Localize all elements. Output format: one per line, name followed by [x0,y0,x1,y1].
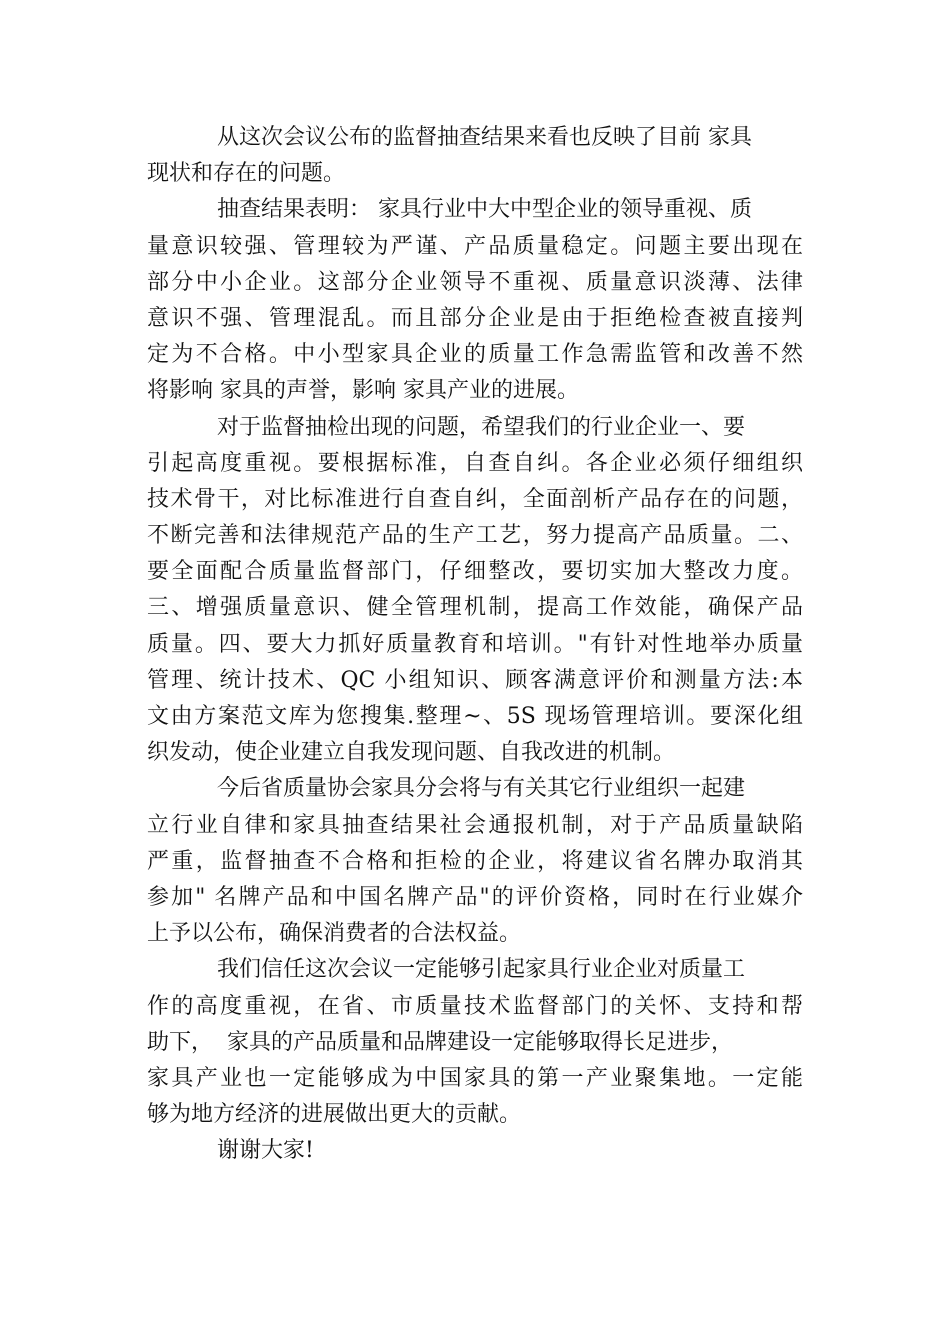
text-line: 管理、统计技术、QC 小组知识、顾客满意评价和测量方法:本 [147,667,803,693]
text-line: 现状和存在的问题。 [147,161,346,187]
text-line: 参加" 名牌产品和中国名牌产品"的评价资格，同时在行业媒介 [147,884,803,910]
text-line: 意识不强、管理混乱。而且部分企业是由于拒绝检查被直接判 [147,305,803,331]
text-line: 助下， 家具的产品质量和品牌建设一定能够取得长足进步， [147,1029,733,1055]
text-line: 上予以公布，确保消费者的合法权益。 [147,921,522,947]
text-line: 我们信任这次会议一定能够引起家具行业企业对质量工 [217,957,746,983]
text-line: 够为地方经济的进展做出更大的贡献。 [147,1102,522,1128]
document-page [147,120,803,1169]
text-line: 立行业自律和家具抽查结果社会通报机制，对于产品质量缺陷 [147,812,803,838]
text-line: 谢谢大家! [217,1138,314,1164]
text-line: 三、增强质量意识、健全管理机制，提高工作效能，确保产品 [147,595,803,621]
text-line: 今后省质量协会家具分会将与有关其它行业组织一起建 [217,776,746,802]
text-line: 质量。四、要大力抓好质量教育和培训。"有针对性地举办质量 [147,631,803,657]
text-line: 部分中小企业。这部分企业领导不重视、质量意识淡薄、法律 [147,269,803,295]
text-line: 对于监督抽检出现的问题，希望我们的行业企业一、要 [217,414,746,440]
text-line: 引起高度重视。要根据标准，自查自纠。各企业必须仔细组织 [147,450,803,476]
text-line: 定为不合格。中小型家具企业的质量工作急需监管和改善不然 [147,342,803,368]
text-line: 量意识较强、管理较为严谨、产品质量稳定。问题主要出现在 [147,233,803,259]
text-line: 从这次会议公布的监督抽查结果来看也反映了目前 家具 [217,125,752,150]
text-line: 技术骨干，对比标准进行自查自纠，全面剖析产品存在的问题， [147,486,803,512]
text-line: 织发动，使企业建立自我发现问题、自我改进的机制。 [147,740,676,766]
text-line: 抽查结果表明： 家具行业中大中型企业的领导重视、质 [217,197,752,223]
text-line: 作的高度重视，在省、市质量技术监督部门的关怀、支持和帮 [147,993,803,1019]
text-line: 要全面配合质量监督部门，仔细整改，要切实加大整改力度。 [147,559,803,585]
text-line: 不断完善和法律规范产品的生产工艺，努力提高产品质量。二、 [147,523,803,549]
text-line: 将影响 家具的声誉，影响 家具产业的进展。 [147,378,579,404]
text-line: 严重，监督抽查不合格和拒检的企业，将建议省名牌办取消其 [147,848,803,874]
text-line: 文由方案范文库为您搜集.整理~、5S 现场管理培训。要深化组 [147,704,803,729]
text-line: 家具产业也一定能够成为中国家具的第一产业聚集地。一定能 [147,1065,803,1091]
